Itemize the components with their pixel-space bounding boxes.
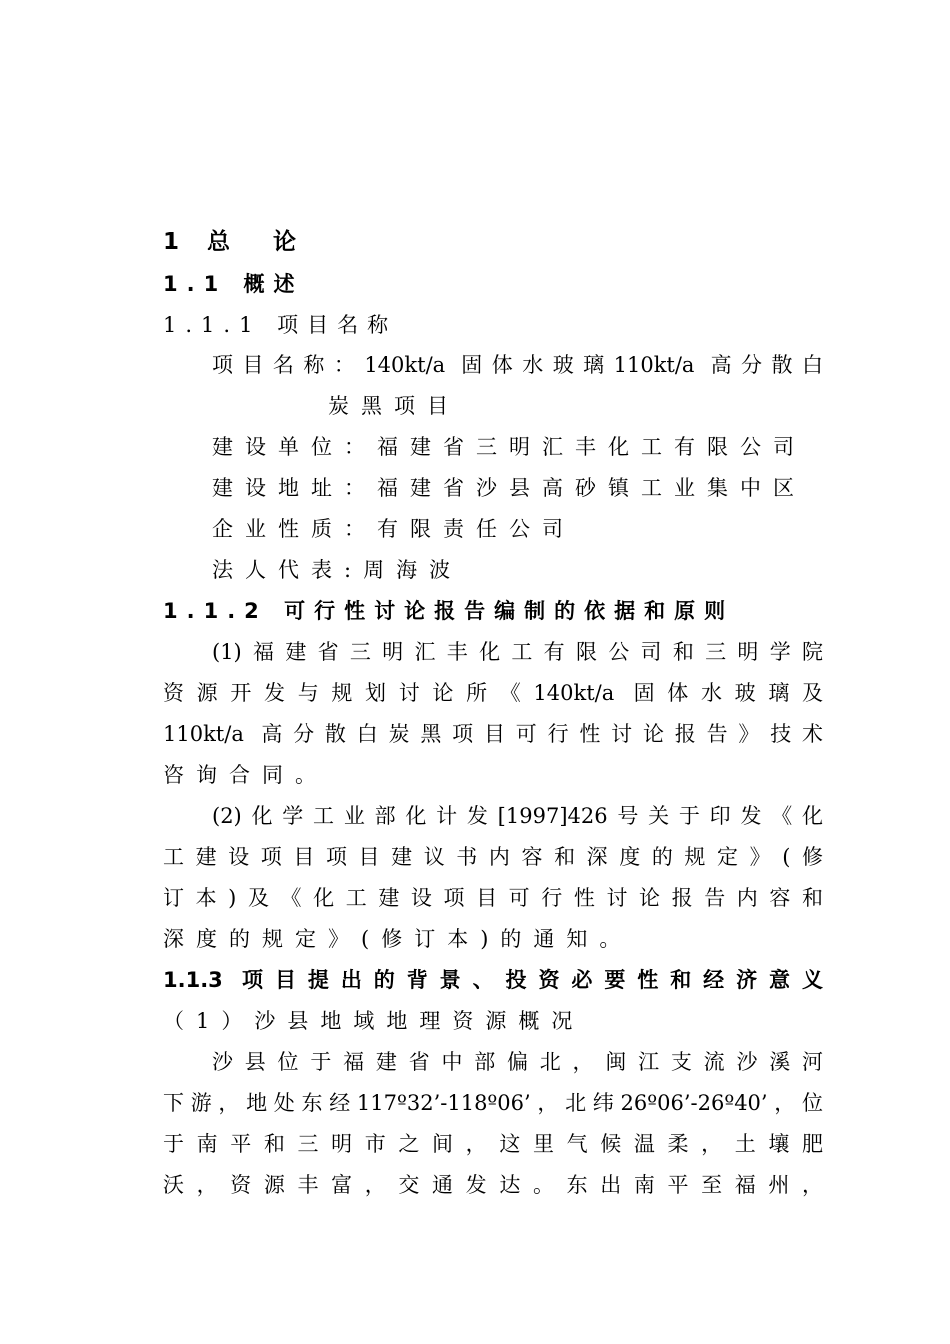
section-heading: 1.1 概述	[163, 272, 304, 296]
legal-representative: 法人代表:周海波	[212, 558, 463, 582]
paragraph-line: 于南平和三明市之间，这里气候温柔，土壤肥	[163, 1132, 823, 1156]
paragraph-line: 下游，地处东经117º32’-118º06’，北纬26º06’-26º40’，位	[163, 1091, 823, 1115]
paragraph-line: 沃，资源丰富，交通发达。东出南平至福州，	[163, 1173, 823, 1197]
paragraph-line: 深度的规定》(修订本)的通知。	[163, 927, 633, 951]
project-name-line-2: 炭黑项目	[328, 394, 460, 418]
subsection-heading-1-1-2: 1.1.2 可行性讨论报告编制的依据和原则	[163, 599, 735, 623]
subsection-heading-1-1-3: 1.1.3 项目提出的背景、投资必要性和经济意义	[163, 968, 823, 992]
paragraph-line: 订本)及《化工建设项目可行性讨论报告内容和	[163, 886, 823, 910]
paragraph-line: (2)化学工业部化计发[1997]426号关于印发《化	[212, 804, 823, 828]
paragraph-line: 资源开发与规划讨论所《140kt/a 固体水玻璃及	[163, 681, 823, 705]
construction-unit: 建设单位：福建省三明汇丰化工有限公司	[212, 435, 806, 459]
paragraph-line: 沙县位于福建省中部偏北，闽江支流沙溪河	[212, 1050, 823, 1074]
paragraph-line: (1)福建省三明汇丰化工有限公司和三明学院	[212, 640, 823, 664]
enterprise-nature: 企业性质：有限责任公司	[212, 517, 575, 541]
subsection-heading-1-1-1: 1.1.1 项目名称	[163, 313, 398, 337]
construction-address: 建设地址：福建省沙县高砂镇工业集中区	[212, 476, 806, 500]
paragraph-line: 110kt/a 高分散白炭黑项目可行性讨论报告》技术	[163, 722, 823, 746]
paragraph-line: 工建设项目项目建议书内容和深度的规定》(修	[163, 845, 823, 869]
subheading-county-overview: （1）沙县地域地理资源概况	[163, 1009, 585, 1033]
paragraph-line: 咨询合同。	[163, 763, 328, 787]
project-name-line-1: 项目名称：140kt/a 固体水玻璃110kt/a 高分散白	[212, 353, 823, 377]
chapter-heading: 1 总 论	[163, 229, 307, 255]
